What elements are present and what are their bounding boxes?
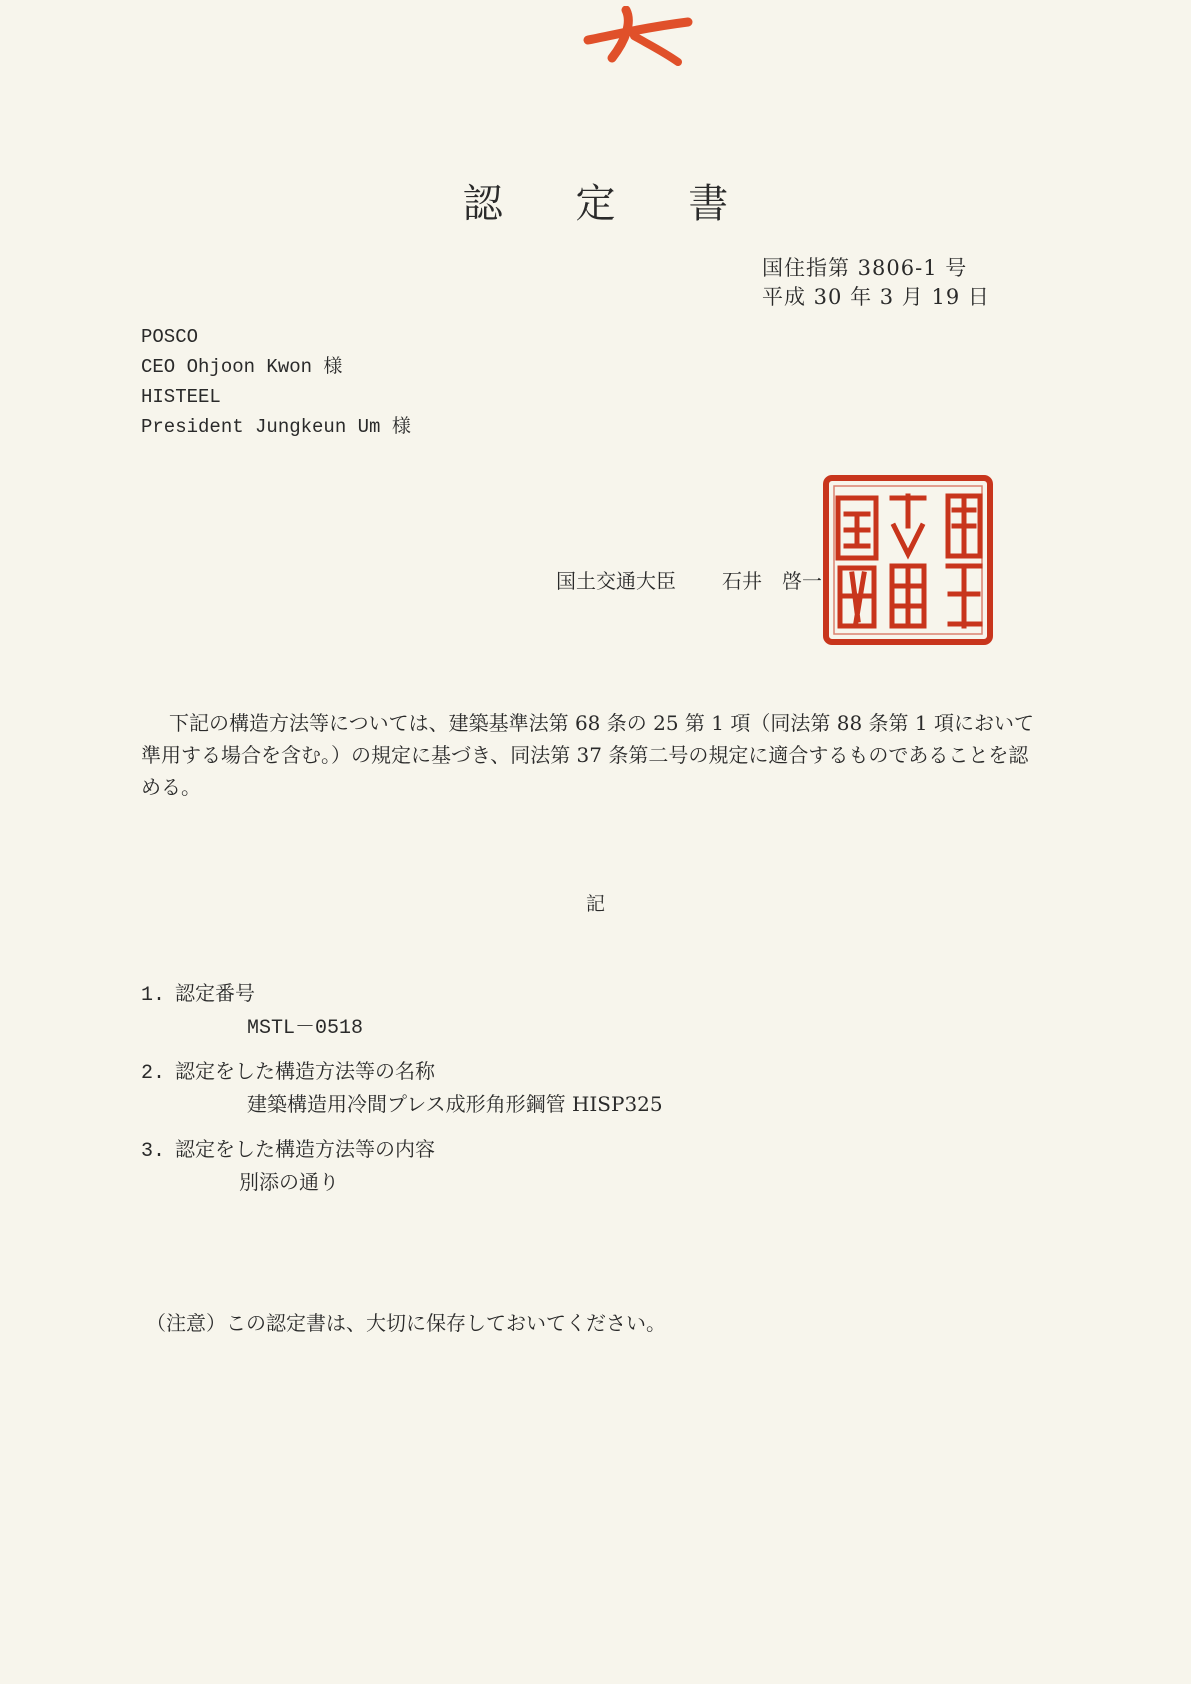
item-value: 別添の通り: [239, 1170, 339, 1194]
ki-heading: 記: [585, 893, 605, 915]
list-item: [141, 1055, 663, 1116]
recipient-line: HISTEEL: [141, 386, 221, 408]
document-date: 平成 30 年 3 月 19 日: [762, 285, 990, 309]
statement-text: 下記の構造方法等については、建築基準法第 68 条の 25 第 1 項（同法第 88 条第 1 項において準用する場合を含む。）の規定に基づき、同法第 37 条第二号の規定に適合するものであることを認める。: [141, 711, 1034, 799]
recipient-line: POSCO: [141, 326, 199, 348]
official-seal: [822, 474, 994, 646]
issuer-name: 石井 啓一: [722, 569, 822, 593]
item-number: 3.: [141, 1140, 166, 1163]
recipient-list: [141, 322, 411, 442]
item-label: 認定をした構造方法等の名称: [175, 1059, 435, 1083]
recipient-line: President Jungkeun Um 様: [141, 416, 411, 438]
item-value: MSTL－0518: [247, 1017, 364, 1040]
item-label: 認定をした構造方法等の内容: [175, 1137, 435, 1161]
list-item: [141, 977, 364, 1040]
issuer-ministry: 国土交通大臣: [556, 569, 676, 593]
document-number: 国住指第 3806-1 号: [762, 256, 968, 280]
list-item: [141, 1133, 435, 1194]
certification-statement: [141, 707, 1041, 803]
handwritten-mark: [582, 6, 694, 68]
document-number-block: [762, 254, 990, 312]
item-number: 1.: [141, 984, 166, 1007]
item-label: 認定番号: [175, 981, 255, 1005]
issuer: [556, 565, 822, 594]
storage-note: （注意）この認定書は、大切に保存しておいてください。: [146, 1311, 666, 1335]
item-number: 2.: [141, 1062, 166, 1085]
document-title: 認 定 書: [462, 181, 759, 227]
item-value: 建築構造用冷間プレス成形角形鋼管 HISP325: [247, 1092, 663, 1116]
recipient-line: CEO Ohjoon Kwon 様: [141, 356, 343, 378]
